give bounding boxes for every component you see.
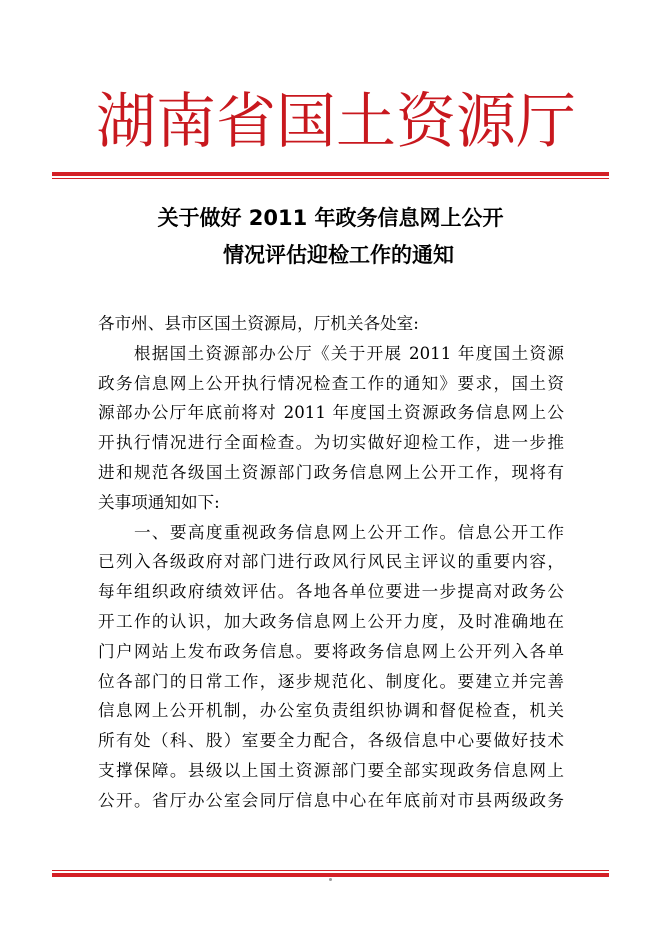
body-line: 进和规范各级国土资源部门政务信息网上公开工作，现将有 [98,463,564,482]
body-line: 已列入各级政府对部门进行政风行风民主评议的重要内容， [98,552,564,572]
footer-red-rule-thick [52,873,609,877]
body-line: 各市州、县市区国土资源局，厅机关各处室: [98,314,419,333]
footer-red-rule-thin [52,870,609,871]
body-line: 门户网站上发布政务信息。要将政务信息网上公开列入各单 [98,641,564,661]
body-line: 每年组织政府绩效评估。各地各单位要进一步提高对政务公 [98,582,564,602]
body-line: 一、要高度重视政务信息网上公开工作。信息公开工作 [98,522,564,542]
header-char: 资 [396,87,456,157]
body-line: 支撑保障。县级以上国土资源部门要全部实现政务信息网上 [98,761,564,780]
page-marker [329,878,332,881]
body-line: 所有处（科、股）室要全力配合，各级信息中心要做好技术 [98,731,564,751]
document-title-line-2: 情况评估迎检工作的通知 [223,243,454,267]
issuing-authority-header [96,82,576,162]
body-line: 公开。省厅办公室会同厅信息中心在年底前对市县两级政务 [98,790,564,810]
header-char: 省 [216,87,276,157]
body-line: 开执行情况进行全面检查。为切实做好迎检工作，进一步推 [98,433,564,453]
document-title-line-1: 关于做好 2011 年政务信息网上公开 [157,206,504,230]
header-char: 土 [336,87,396,157]
header-char: 国 [276,87,336,157]
header-char: 厅 [516,87,576,157]
header-red-rule-thin [52,178,609,179]
body-line: 开工作的认识，加大政务信息网上公开力度，及时准确地在 [98,612,564,631]
body-line: 根据国土资源部办公厅《关于开展 2011 年度国土资源 [98,343,564,363]
body-line: 信息网上公开机制，办公室负责组织协调和督促检查，机关 [98,701,564,721]
header-char: 湖 [96,87,156,157]
body-line: 位各部门的日常工作，逐步规范化、制度化。要建立并完善 [98,671,564,691]
header-char: 南 [156,87,216,157]
body-line: 政务信息网上公开执行情况检查工作的通知》要求，国土资 [98,373,564,393]
body-line: 关事项通知如下: [98,492,220,512]
body-line: 源部办公厅年底前将对 2011 年度国土资源政务信息网上公 [98,403,564,423]
header-char: 源 [456,87,516,157]
header-red-rule-thick [52,172,609,176]
